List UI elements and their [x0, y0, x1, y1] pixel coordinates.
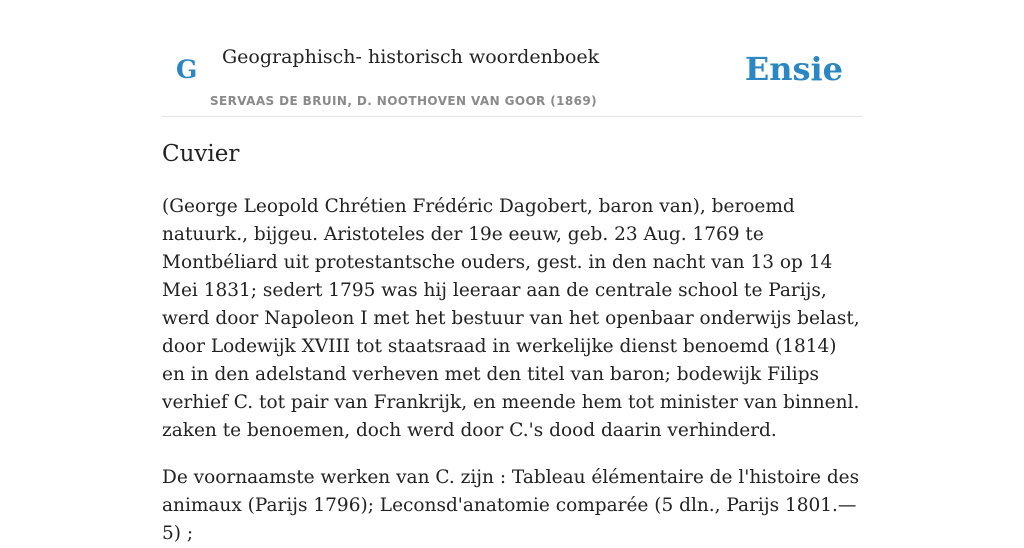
book-header — [162, 0, 862, 117]
entry-article — [162, 136, 862, 548]
book-title-link[interactable]: Geographisch- historisch woordenboek — [222, 46, 600, 68]
book-author-meta: SERVAAS DE BRUIN, D. NOOTHOVEN VAN GOOR (1869) — [210, 94, 598, 108]
entry-paragraph-1: (George Leopold Chrétien Frédéric Dagobert, baron van), beroemd natuurk., bijgeu. Aristoteles der 19e eeuw, geb. 23 Aug. 1769 te Montbéliard uit protestantsche ouders, gest. in den nacht van 13 op 14 Mei 1831; sedert 1795 was hij leeraar aan de centrale school te Parijs, werd door Napoleon I met het bestuur van het openbaar onderwijs belast, door Lodewijk XVIII tot staatsraad in werkelijke dienst benoemd (1814) en in den adelstand verheven met den titel van baron; bodewijk Filips verhief C. tot pair van Frankrijk, en meende hem tot minister van binnenl. zaken te benoemen, doch werd door C.'s dood daarin verhinderd. — [162, 196, 860, 441]
entry-title: Cuvier — [162, 141, 240, 167]
book-letter-icon[interactable]: G — [176, 55, 198, 84]
ensie-logo[interactable]: Ensie — [744, 50, 843, 88]
entry-paragraph-2: De voornaamste werken van C. zijn : Tableau élémentaire de l'histoire des animaux (Parijs 1796); Leconsd'anatomie comparée (5 dln., Parijs 1801.—5) ; — [162, 467, 860, 544]
